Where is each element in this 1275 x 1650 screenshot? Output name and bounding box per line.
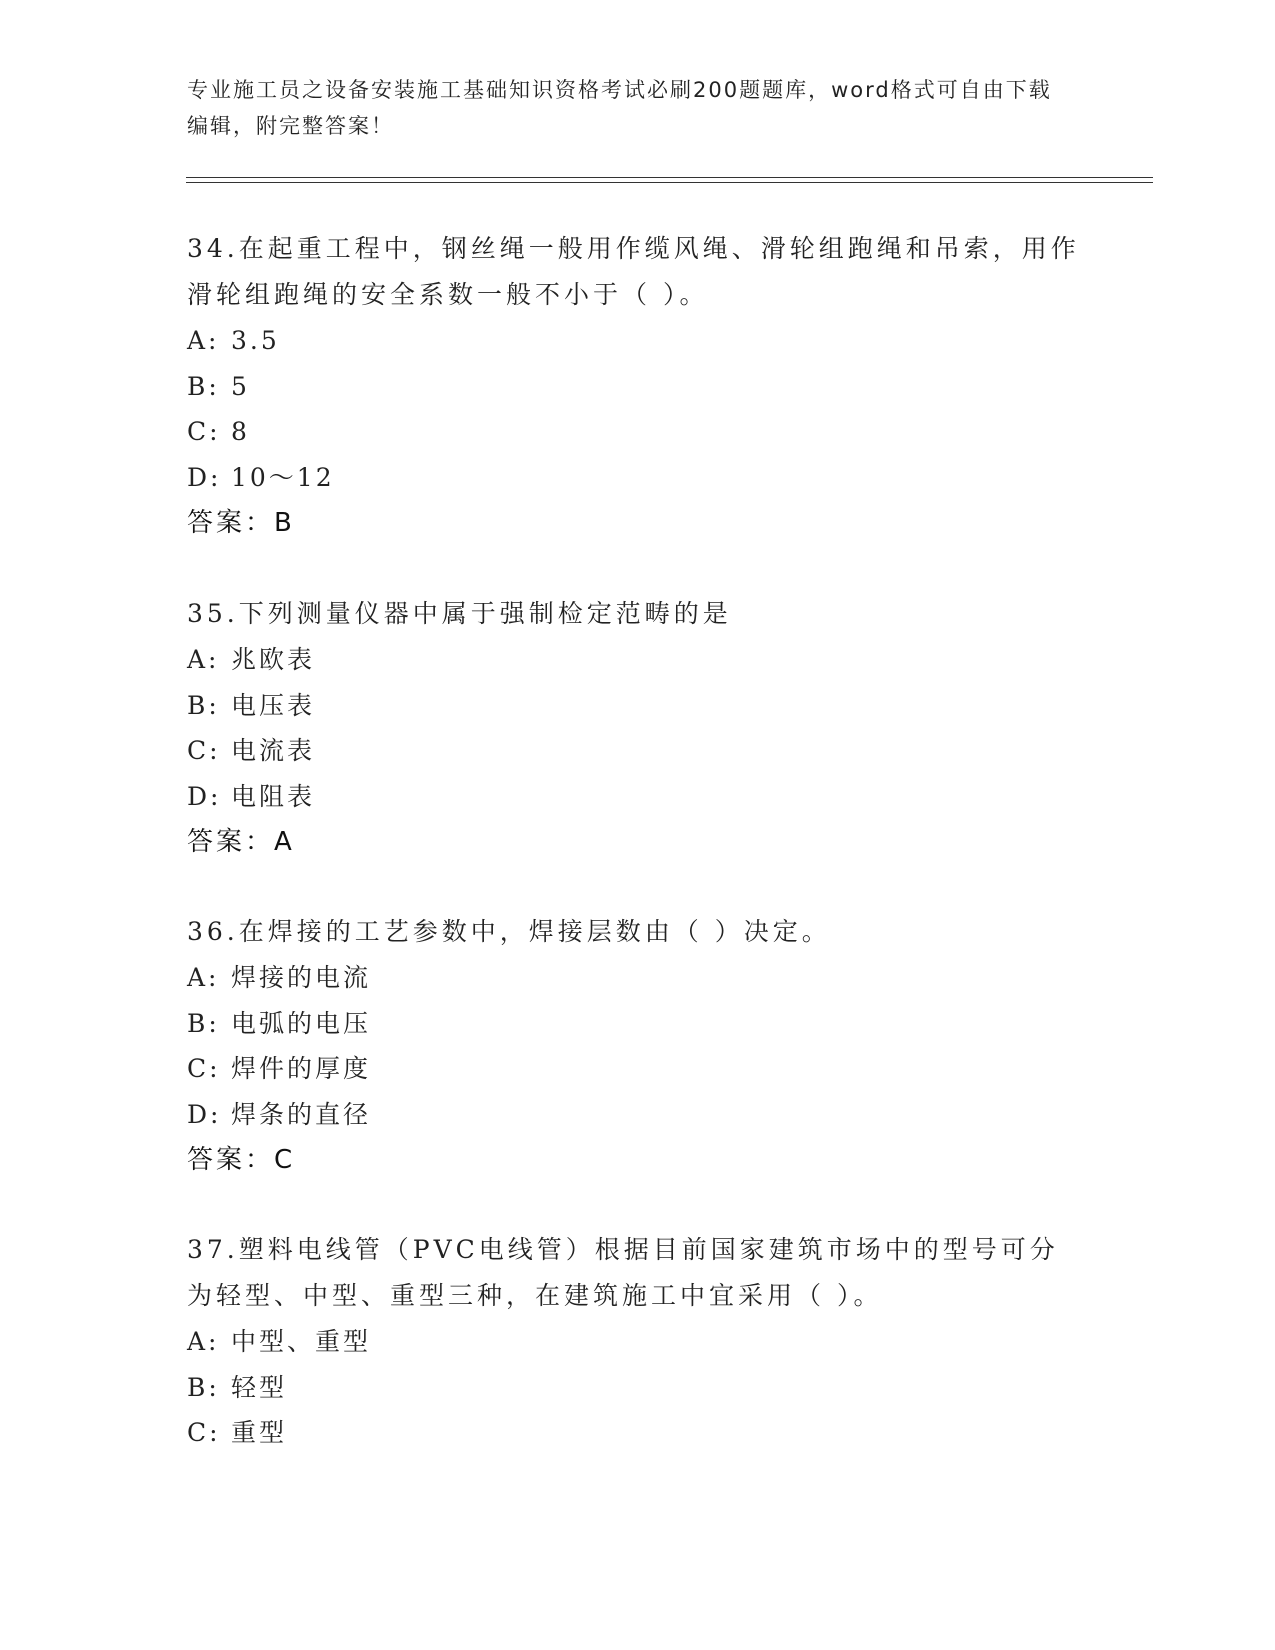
- answer-line: 答案：B: [187, 508, 295, 538]
- option-d: D: 电阻表: [187, 781, 316, 811]
- question-35: [187, 591, 1087, 865]
- answer-line: 答案：A: [187, 827, 295, 857]
- option-c: C: 焊件的厚度: [187, 1054, 372, 1083]
- option-a: A: 焊接的电流: [187, 963, 372, 992]
- question-stem: 37.塑料电线管（PVC电线管）根据目前国家建筑市场中的型号可分为轻型、中型、重型三种，在建筑施工中宜采用（ ）。: [187, 1235, 1059, 1310]
- option-a: A: 兆欧表: [187, 645, 316, 674]
- question-stem: 36.在焊接的工艺参数中，焊接层数由（ ）决定。: [187, 917, 831, 946]
- header-rule-bottom: [186, 182, 1153, 183]
- option-b: B: 电弧的电压: [187, 1008, 372, 1038]
- answer-line: 答案：C: [187, 1145, 296, 1175]
- question-stem: 35.下列测量仪器中属于强制检定范畴的是: [187, 599, 732, 628]
- option-b: B: 5: [187, 371, 250, 401]
- option-c: C: 电流表: [187, 736, 316, 765]
- question-36: [187, 909, 1087, 1183]
- option-d: D: 焊条的直径: [187, 1099, 372, 1129]
- option-d: D: 10～12: [187, 462, 335, 492]
- document-header: 专业施工员之设备安装施工基础知识资格考试必刷200题题库，word格式可自由下载编辑，附完整答案！: [187, 78, 1052, 138]
- question-37: [187, 1227, 1087, 1456]
- option-b: B: 电压表: [187, 690, 316, 720]
- option-c: C: 重型: [187, 1418, 288, 1447]
- option-c: C: 8: [187, 417, 250, 446]
- question-34: [187, 226, 1087, 546]
- header-rule-top: [186, 177, 1153, 178]
- option-b: B: 轻型: [187, 1372, 288, 1402]
- option-a: A: 3.5: [187, 326, 280, 355]
- option-a: A: 中型、重型: [187, 1327, 372, 1356]
- question-stem: 34.在起重工程中，钢丝绳一般用作缆风绳、滑轮组跑绳和吊索，用作滑轮组跑绳的安全系数一般不小于（ ）。: [187, 234, 1080, 309]
